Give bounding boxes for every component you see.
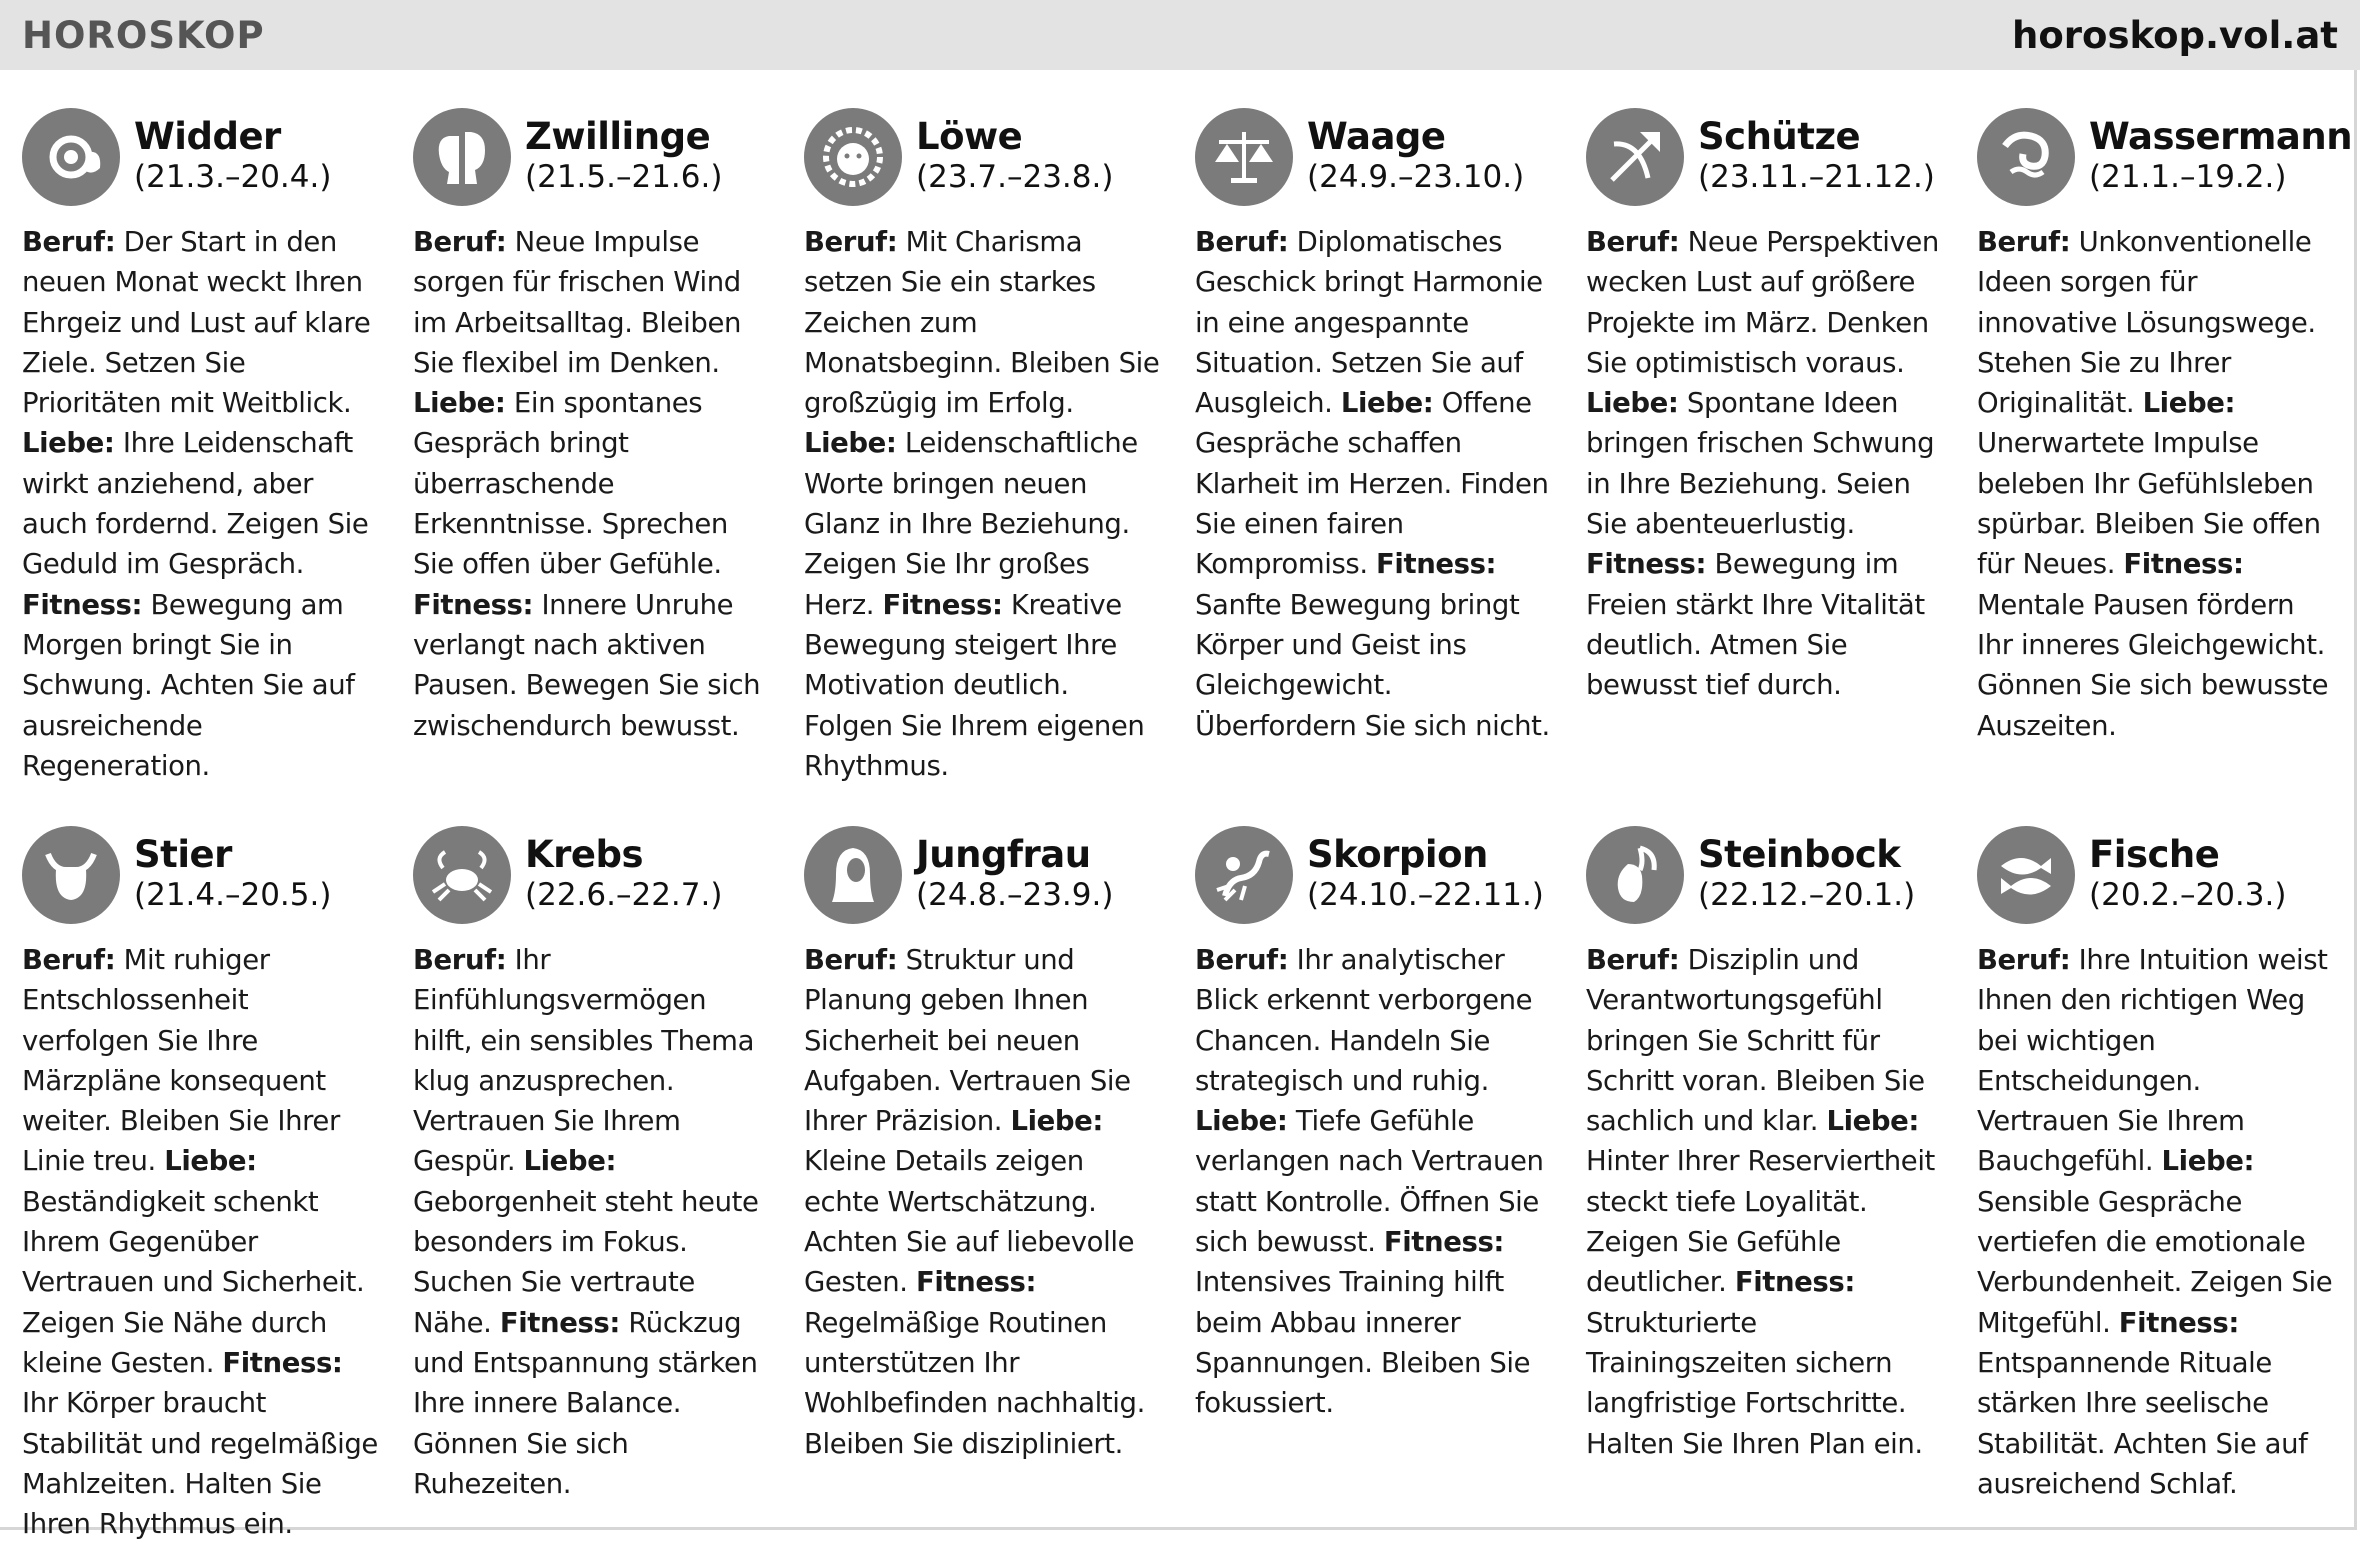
fitness-text: Sanfte Bewegung bringt Körper und Geist ins Gleichgewicht. Überfordern Sie sich nicht. <box>1195 588 1550 742</box>
sign-wassermann <box>1977 108 2353 826</box>
sign-name: Skorpion <box>1307 833 1488 876</box>
beruf-label: Beruf: <box>1195 226 1289 258</box>
fitness-text: Bewegung am Morgen bringt Sie in Schwung. Achten Sie auf ausreichende Regeneration. <box>22 588 355 782</box>
fitness-label: Fitness: <box>499 1306 620 1339</box>
sign-titles <box>1698 826 1915 914</box>
beruf-text: Der Start in den neuen Monat weckt Ihren Ehrgeiz und Lust auf klare Ziele. Setzen Sie Prioritäten mit Weitblick. <box>22 226 371 420</box>
sign-header <box>22 108 382 222</box>
fitness-label: Fitness: <box>915 1266 1037 1299</box>
sign-titles <box>1307 108 1524 196</box>
beruf-text: Mit Charisma setzen Sie ein starkes Zeichen zum Monatsbeginn. Bleiben Sie großzügig im Erfolg. <box>804 226 1160 420</box>
goat-icon <box>1586 826 1684 924</box>
sign-skorpion <box>1195 826 1555 1506</box>
sign-titles <box>134 108 331 196</box>
sign-header <box>1586 108 1946 222</box>
beruf-label: Beruf: <box>22 944 116 976</box>
sign-text <box>1586 222 1946 706</box>
sign-header <box>1195 108 1555 222</box>
fitness-label: Fitness: <box>882 588 1003 621</box>
liebe-label: Liebe: <box>413 387 506 420</box>
sign-header <box>1977 108 2353 222</box>
fitness-label: Fitness: <box>2118 1306 2239 1339</box>
sign-dates: (22.12.–20.1.) <box>1698 877 1916 913</box>
liebe-text: Leidenschaftliche Worte bringen neuen Glanz in Ihre Beziehung. Zeigen Sie Ihr großes Herz. <box>804 427 1138 621</box>
beruf-text: Ihre Intuition weist Ihnen den richtigen Weg bei wichtigen Entscheidungen. Vertrauen Sie Ihrem Bauchgefühl. <box>1977 944 2328 1178</box>
sign-name: Steinbock <box>1698 833 1901 876</box>
beruf-text: Mit ruhiger Entschlossenheit verfolgen Sie Ihre Märzpläne konsequent weiter. Bleiben Sie Ihrer Linie treu. <box>22 944 340 1178</box>
fitness-text: Bewegung im Freien stärkt Ihre Vitalität deutlich. Atmen Sie bewusst tief durch. <box>1586 548 1925 702</box>
sign-titles <box>134 826 331 914</box>
sign-header <box>413 108 773 222</box>
sign-name: Schütze <box>1698 115 1861 158</box>
header-bar <box>0 0 2360 70</box>
fitness-label: Fitness: <box>222 1346 343 1379</box>
sign-text <box>413 222 773 746</box>
sign-dates: (20.2.–20.3.) <box>2089 877 2287 913</box>
liebe-label: Liebe: <box>1195 1105 1288 1138</box>
sign-name: Fische <box>2089 833 2220 876</box>
sign-name: Waage <box>1307 115 1446 158</box>
beruf-label: Beruf: <box>804 944 898 976</box>
beruf-text: Diplomatisches Geschick bringt Harmonie in eine angespannte Situation. Setzen Sie auf Ausgleich. <box>1195 226 1543 420</box>
liebe-label: Liebe: <box>1826 1105 1919 1138</box>
liebe-text: Unerwartete Impulse beleben Ihr Gefühlsleben spürbar. Bleiben Sie offen für Neues. <box>1977 427 2321 581</box>
sign-text <box>413 940 773 1504</box>
fitness-label: Fitness: <box>1383 1226 1505 1259</box>
beruf-label: Beruf: <box>22 226 116 258</box>
sign-jungfrau <box>804 826 1164 1506</box>
liebe-label: Liebe: <box>1586 387 1679 420</box>
sign-dates: (21.3.–20.4.) <box>134 159 332 195</box>
fitness-label: Fitness: <box>1376 548 1497 581</box>
sign-dates: (23.7.–23.8.) <box>916 159 1114 195</box>
sign-zwillinge <box>413 108 773 826</box>
sign-dates: (23.11.–21.12.) <box>1698 159 1935 195</box>
beruf-text: Struktur und Planung geben Ihnen Sicherheit bei neuen Aufgaben. Vertrauen Sie Ihrer Präzision. <box>804 944 1131 1138</box>
water-bearer-icon <box>1977 108 2075 206</box>
beruf-label: Beruf: <box>1586 226 1680 258</box>
sign-text <box>22 222 382 786</box>
liebe-text: Hinter Ihrer Reserviertheit steckt tiefe Loyalität. Zeigen Sie Gefühle deutlicher. <box>1586 1145 1935 1299</box>
sign-text <box>1586 940 1946 1464</box>
sign-fische <box>1977 826 2337 1506</box>
sign-header <box>22 826 382 940</box>
sign-header <box>1195 826 1555 940</box>
liebe-label: Liebe: <box>1010 1105 1103 1138</box>
liebe-text: Spontane Ideen bringen frischen Schwung in Ihre Beziehung. Seien Sie abenteuerlustig. <box>1586 387 1935 541</box>
liebe-text: Offene Gespräche schaffen Klarheit im Herzen. Finden Sie einen fairen Kompromiss. <box>1195 387 1549 581</box>
liebe-label: Liebe: <box>523 1145 617 1178</box>
sign-grid <box>22 108 2353 1541</box>
ram-icon <box>22 108 120 206</box>
sign-titles <box>916 108 1113 196</box>
sign-name: Löwe <box>916 115 1023 158</box>
fitness-text: Intensives Training hilft beim Abbau innerer Spannungen. Bleiben Sie fokussiert. <box>1195 1266 1531 1420</box>
liebe-text: Ein spontanes Gespräch bringt überraschende Erkenntnisse. Sprechen Sie offen über Gefühle. <box>413 387 728 581</box>
beruf-label: Beruf: <box>413 226 507 258</box>
site-url: horoskop.vol.at <box>2012 13 2338 57</box>
fitness-text: Mentale Pausen fördern Ihr inneres Gleichgewicht. Gönnen Sie sich bewusste Auszeiten. <box>1977 588 2329 742</box>
sign-name: Zwillinge <box>525 115 711 158</box>
beruf-text: Disziplin und Verantwortungsgefühl bringen Sie Schritt für Schritt voran. Bleiben Sie sachlich und klar. <box>1586 944 1925 1138</box>
beruf-label: Beruf: <box>1195 944 1289 976</box>
sign-titles <box>2089 826 2286 914</box>
liebe-text: Kleine Details zeigen echte Wertschätzung. Achten Sie auf liebevolle Gesten. <box>804 1145 1135 1299</box>
beruf-text: Unkonventionelle Ideen sorgen für innovative Lösungswege. Stehen Sie zu Ihrer Originalität. <box>1977 226 2316 420</box>
twins-icon <box>413 108 511 206</box>
sign-text <box>1195 222 1555 746</box>
liebe-text: Beständigkeit schenkt Ihrem Gegenüber Vertrauen und Sicherheit. Zeigen Sie Nähe durch kleine Gesten. <box>22 1185 365 1379</box>
beruf-label: Beruf: <box>1977 944 2071 976</box>
fitness-text: Strukturierte Trainingszeiten sichern langfristige Fortschritte. Halten Sie Ihren Plan ein. <box>1586 1306 1923 1460</box>
sign-widder <box>22 108 382 826</box>
fitness-label: Fitness: <box>413 588 534 621</box>
fitness-text: Innere Unruhe verlangt nach aktiven Pausen. Bewegen Sie sich zwischendurch bewusst. <box>413 588 761 742</box>
sign-name: Stier <box>134 833 232 876</box>
sign-krebs <box>413 826 773 1506</box>
beruf-text: Ihr analytischer Blick erkennt verborgene Chancen. Handeln Sie strategisch und ruhig. <box>1195 944 1533 1097</box>
lion-icon <box>804 108 902 206</box>
fitness-text: Kreative Bewegung steigert Ihre Motivation deutlich. Folgen Sie Ihrem eigenen Rhythmus. <box>804 588 1145 782</box>
sign-text <box>804 940 1164 1464</box>
scorpion-icon <box>1195 826 1293 924</box>
sign-dates: (21.5.–21.6.) <box>525 159 723 195</box>
beruf-label: Beruf: <box>1586 944 1680 976</box>
liebe-label: Liebe: <box>2161 1145 2255 1178</box>
sign-dates: (24.9.–23.10.) <box>1307 159 1525 195</box>
fitness-text: Regelmäßige Routinen unterstützen Ihr Wohlbefinden nachhaltig. Bleiben Sie diszipliniert. <box>804 1306 1145 1460</box>
sign-titles <box>1307 826 1544 914</box>
sign-titles <box>1698 108 1935 196</box>
beruf-label: Beruf: <box>413 944 507 976</box>
sign-dates: (22.6.–22.7.) <box>525 877 723 913</box>
scales-icon <box>1195 108 1293 206</box>
sign-stier <box>22 826 382 1541</box>
section-title: HOROSKOP <box>22 13 265 57</box>
sign-text <box>1977 222 2337 746</box>
sign-text <box>804 222 1164 786</box>
sign-dates: (21.4.–20.5.) <box>134 877 332 913</box>
sign-header <box>413 826 773 940</box>
liebe-text: Tiefe Gefühle verlangen nach Vertrauen statt Kontrolle. Öffnen Sie sich bewusst. <box>1195 1105 1544 1259</box>
beruf-text: Neue Perspektiven wecken Lust auf größere Projekte im März. Denken Sie optimistisch voraus. <box>1586 226 1939 379</box>
sign-header <box>1586 826 1946 940</box>
liebe-label: Liebe: <box>804 427 897 460</box>
sign-titles <box>916 826 1113 914</box>
sign-header <box>1977 826 2337 940</box>
fitness-text: Entspannende Rituale stärken Ihre seelische Stabilität. Achten Sie auf ausreichend Schlaf. <box>1977 1346 2308 1500</box>
beruf-label: Beruf: <box>1977 226 2071 258</box>
sign-text <box>1977 940 2337 1504</box>
sign-loewe <box>804 108 1164 826</box>
fitness-label: Fitness: <box>22 588 143 621</box>
sign-text <box>1195 940 1555 1424</box>
liebe-label: Liebe: <box>1340 387 1434 420</box>
sign-header <box>804 108 1164 222</box>
sign-name: Krebs <box>525 833 644 876</box>
fitness-label: Fitness: <box>2123 548 2244 581</box>
liebe-label: Liebe: <box>2142 387 2236 420</box>
beruf-text: Neue Impulse sorgen für frischen Wind im Arbeitsalltag. Bleiben Sie flexibel im Denken. <box>413 226 741 379</box>
sign-titles <box>2089 108 2352 196</box>
liebe-text: Geborgenheit steht heute besonders im Fokus. Suchen Sie vertraute Nähe. <box>413 1185 759 1339</box>
beruf-text: Ihr Einfühlungsvermögen hilft, ein sensibles Thema klug anzusprechen. Vertrauen Sie Ihrem Gespür. <box>413 944 755 1178</box>
sign-titles <box>525 108 722 196</box>
fitness-text: Ihr Körper braucht Stabilität und regelmäßige Mahlzeiten. Halten Sie Ihren Rhythmus ein. <box>22 1387 378 1541</box>
sign-dates: (21.1.–19.2.) <box>2089 159 2287 195</box>
sign-waage <box>1195 108 1555 826</box>
fish-icon <box>1977 826 2075 924</box>
virgin-icon <box>804 826 902 924</box>
fitness-label: Fitness: <box>1586 548 1707 581</box>
bull-icon <box>22 826 120 924</box>
archer-icon <box>1586 108 1684 206</box>
sign-name: Widder <box>134 115 281 158</box>
crab-icon <box>413 826 511 924</box>
liebe-label: Liebe: <box>22 427 115 460</box>
fitness-text: Rückzug und Entspannung stärken Ihre innere Balance. Gönnen Sie sich Ruhezeiten. <box>413 1306 758 1500</box>
sign-steinbock <box>1586 826 1946 1506</box>
liebe-text: Sensible Gespräche vertiefen die emotionale Verbundenheit. Zeigen Sie Mitgefühl. <box>1977 1185 2333 1339</box>
liebe-label: Liebe: <box>164 1145 257 1178</box>
sign-titles <box>525 826 722 914</box>
sign-text <box>22 940 382 1544</box>
sign-header <box>804 826 1164 940</box>
liebe-text: Ihre Leidenschaft wirkt anziehend, aber auch fordernd. Zeigen Sie Geduld im Gespräch. <box>22 427 369 581</box>
fitness-label: Fitness: <box>1734 1266 1855 1299</box>
beruf-label: Beruf: <box>804 226 898 258</box>
sign-name: Jungfrau <box>916 833 1091 876</box>
sign-dates: (24.10.–22.11.) <box>1307 877 1544 913</box>
sign-name: Wassermann <box>2089 115 2353 158</box>
sign-dates: (24.8.–23.9.) <box>916 877 1114 913</box>
sign-schuetze <box>1586 108 1946 826</box>
